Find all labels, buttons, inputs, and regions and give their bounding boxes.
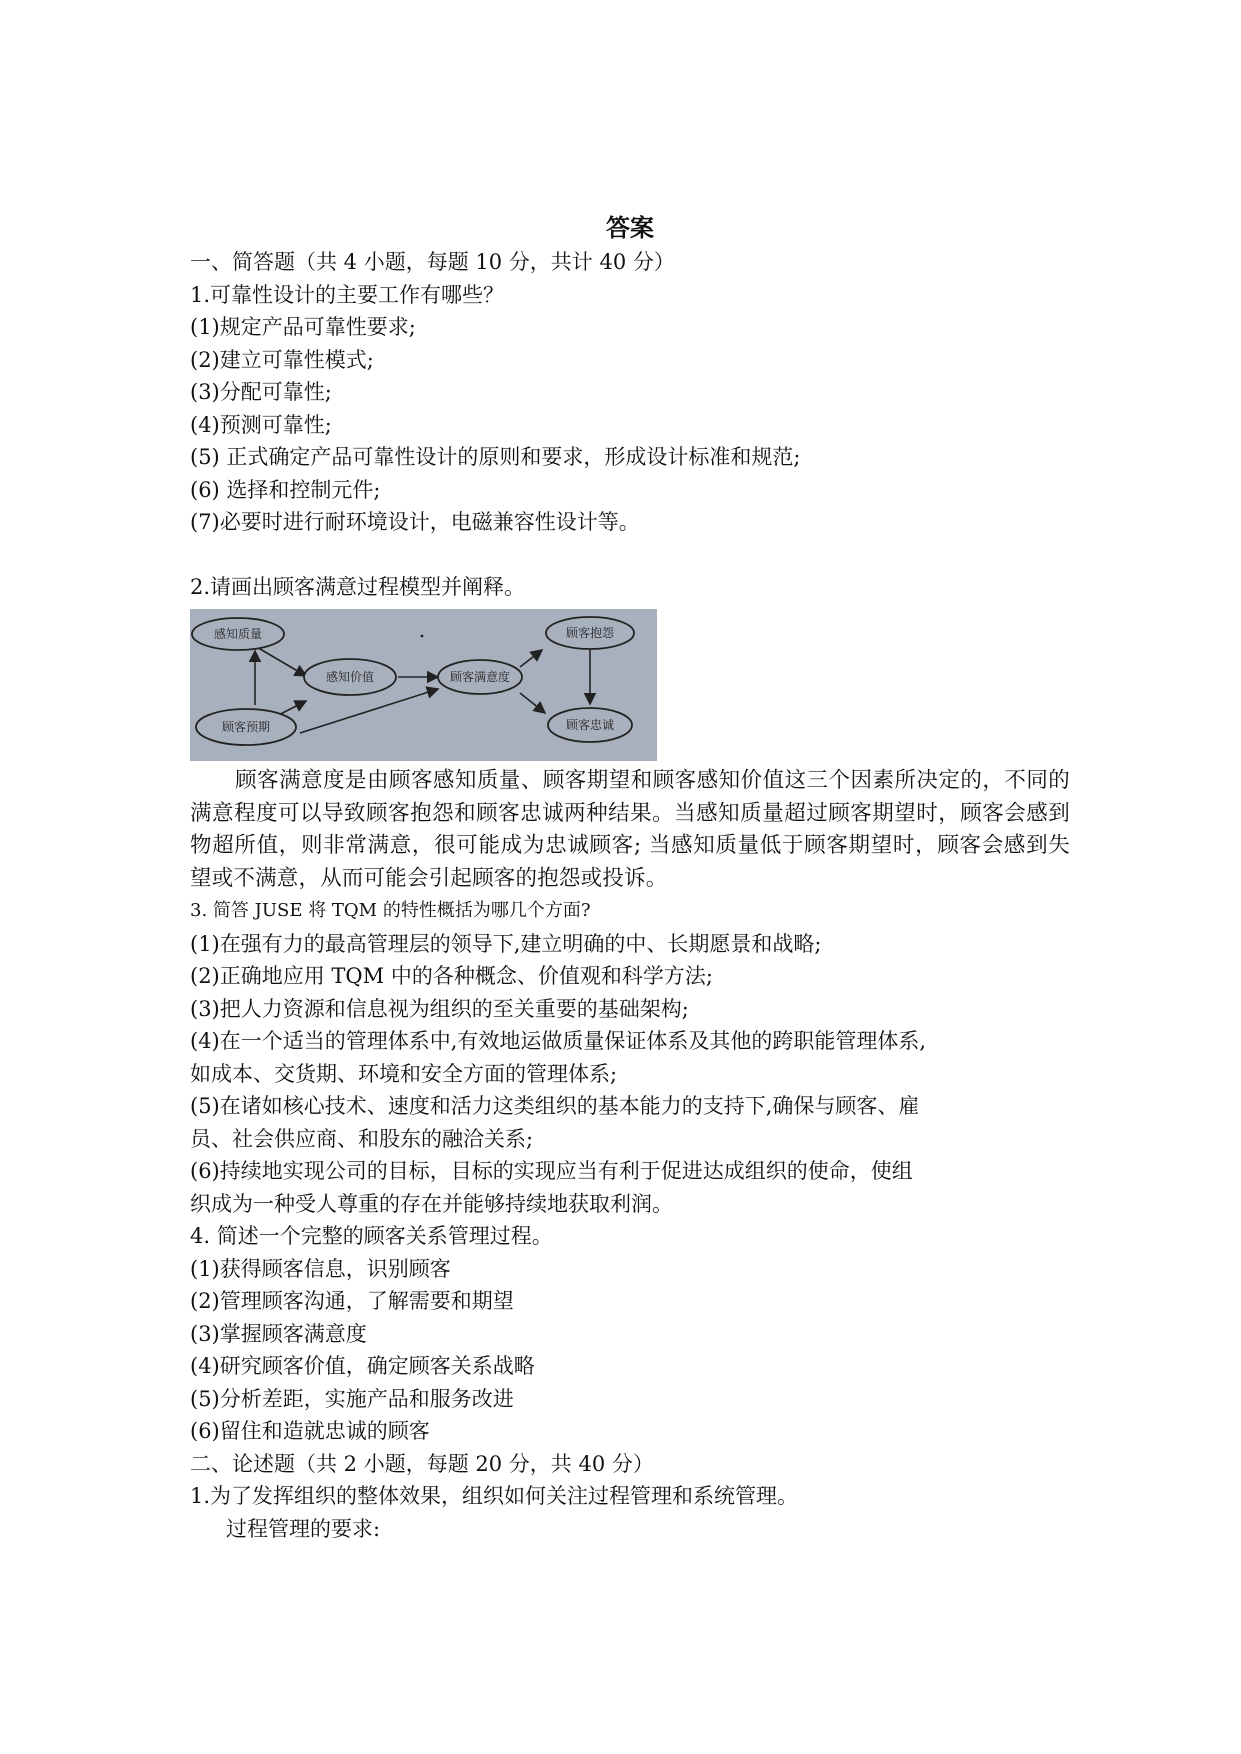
q2-answer: 顾客满意度是由顾客感知质量、顾客期望和顾客感知价值这三个因素所决定的，不同的满意程度可以导致顾客抱怨和顾客忠诚两种结果。当感知质量超过顾客期望时，顾客会感到物超所值，则非常满意，很可能成为忠诚顾客; 当感知质量低于顾客期望时，顾客会感到失望或不满意，从而可能会引起顾客的抱怨或投诉。 xyxy=(190,768,1070,891)
q4-item: (6)留住和造就忠诚的顾客 xyxy=(190,1419,430,1443)
q1-item: (1)规定产品可靠性要求; xyxy=(190,315,416,339)
q4-item: (2)管理顾客沟通，了解需要和期望 xyxy=(190,1289,514,1313)
q3-item: (3)把人力资源和信息视为组织的至关重要的基础架构; xyxy=(190,996,689,1021)
node-label: 顾客预期 xyxy=(221,720,271,734)
document-page xyxy=(190,212,1070,1545)
q1-item: (3)分配可靠性; xyxy=(190,380,332,404)
section2-heading: 二、论述题（共 2 小题，每题 20 分，共 40 分） xyxy=(190,1451,654,1476)
q4-item: (4)研究顾客价值，确定顾客关系战略 xyxy=(190,1354,535,1378)
q3-item: (6)持续地实现公司的目标，目标的实现应当有利于促进达成组织的使命，使组 xyxy=(190,1159,913,1183)
customer-satisfaction-model-diagram xyxy=(190,609,657,761)
node-label: 顾客满意度 xyxy=(449,670,511,684)
node-label: 顾客抱怨 xyxy=(565,626,615,640)
q4-item: (1)获得顾客信息，识别顾客 xyxy=(190,1256,451,1281)
q2-question: 2.请画出顾客满意过程模型并阐释。 xyxy=(190,574,526,599)
q3-item: 织成为一种受人尊重的存在并能够持续地获取利润。 xyxy=(190,1191,673,1216)
q3-item: 如成本、交货期、环境和安全方面的管理体系; xyxy=(190,1061,618,1086)
page-title: 答案 xyxy=(606,213,654,242)
q1-item: (4)预测可靠性; xyxy=(190,412,332,437)
q1-item: (6) 选择和控制元件; xyxy=(190,477,381,502)
q3-item: 员、社会供应商、和股东的融洽关系; xyxy=(190,1126,534,1151)
q4-question: 4. 简述一个完整的顾客关系管理过程。 xyxy=(190,1224,553,1248)
node-label: 感知质量 xyxy=(213,627,263,641)
s2-q1-question: 1.为了发挥组织的整体效果，组织如何关注过程管理和系统管理。 xyxy=(190,1484,799,1508)
s2-subheading: 过程管理的要求: xyxy=(226,1516,381,1541)
q3-item: (2)正确地应用 TQM 中的各种概念、价值观和科学方法; xyxy=(190,964,713,988)
q3-item: (1)在强有力的最高管理层的领导下,建立明确的中、长期愿景和战略; xyxy=(190,931,822,956)
q1-item: (2)建立可靠性模式; xyxy=(190,347,374,372)
q4-item: (5)分析差距，实施产品和服务改进 xyxy=(190,1386,514,1411)
node-label: 顾客忠诚 xyxy=(565,718,615,732)
node-label: 感知价值 xyxy=(325,670,375,684)
section1-heading: 一、简答题（共 4 小题，每题 10 分，共计 40 分） xyxy=(190,250,675,274)
q3-question: 3. 简答 JUSE 将 TQM 的特性概括为哪几个方面? xyxy=(190,900,591,921)
q3-item: (5)在诸如核心技术、速度和活力这类组织的基本能力的支持下,确保与顾客、雇 xyxy=(190,1094,920,1118)
q4-item: (3)掌握顾客满意度 xyxy=(190,1321,367,1346)
q1-item: (5) 正式确定产品可靠性设计的原则和要求，形成设计标准和规范; xyxy=(190,445,801,469)
q3-item: (4)在一个适当的管理体系中,有效地运做质量保证体系及其他的跨职能管理体系, xyxy=(190,1029,927,1053)
q1-item: (7)必要时进行耐环境设计，电磁兼容性设计等。 xyxy=(190,510,640,534)
q1-question: 1.可靠性设计的主要工作有哪些？ xyxy=(190,282,505,307)
